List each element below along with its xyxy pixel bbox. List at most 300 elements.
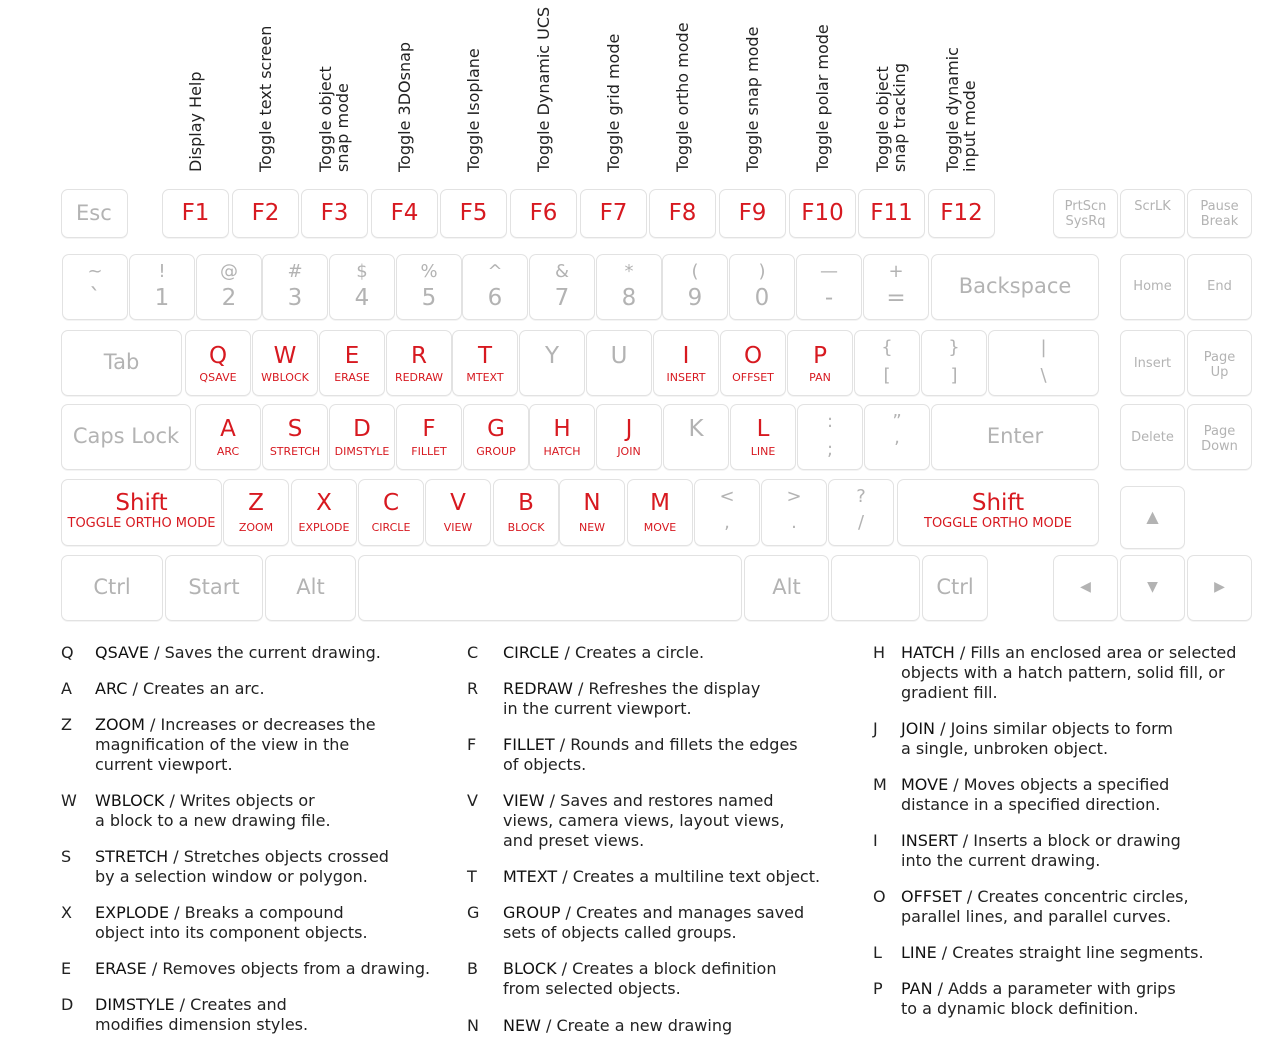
description-text [95, 679, 435, 699]
key-label-bottom: Down [1201, 439, 1238, 454]
key-command: BLOCK [507, 521, 545, 534]
description-command: REDRAW [503, 679, 573, 698]
description-key-letter: W [61, 791, 77, 810]
key-m [627, 479, 693, 546]
description-key-letter: V [467, 791, 478, 810]
key-label: Ctrl [936, 575, 974, 599]
key-num-- [796, 254, 862, 320]
key-delete [1120, 404, 1185, 470]
description-line: / Rounds and fillets the edges [554, 735, 798, 754]
key-f7 [580, 189, 647, 238]
description-text [901, 831, 1261, 871]
description-command: WBLOCK [95, 791, 165, 810]
key-char: 7 [554, 285, 570, 311]
key-f3 [301, 189, 368, 238]
key-prtscn [1053, 189, 1118, 238]
fkey-label-line: Toggle polar mode [812, 24, 832, 172]
key-label: F7 [599, 200, 628, 226]
description-line: sets of objects called groups. [503, 923, 737, 942]
description-command: CIRCLE [503, 643, 560, 662]
key-symbol: ~ [87, 261, 103, 282]
key-punct-2 [828, 479, 894, 546]
description-text [95, 791, 435, 831]
key-char: V [450, 490, 466, 516]
description-line: / Saves the current drawing. [149, 643, 381, 662]
key-num-1 [129, 254, 195, 320]
fkey-label-line: snap mode [333, 83, 352, 172]
key-symbol: $ [356, 261, 368, 282]
description-line: / Moves objects a specified [948, 775, 1170, 794]
key-char: X [316, 490, 332, 516]
key-insert [1120, 330, 1185, 396]
key-char: C [382, 490, 400, 516]
key-label: Ctrl [93, 575, 131, 599]
key-f2 [232, 189, 299, 238]
description-command: STRETCH [95, 847, 169, 866]
key-char: Z [248, 490, 264, 516]
key-c [358, 479, 424, 546]
key-symbol: ^ [487, 261, 503, 282]
key-n [559, 479, 625, 546]
fkey-label-f8 [674, 22, 691, 172]
description-key-letter: E [61, 959, 72, 978]
key-f6 [510, 189, 577, 238]
key-char: 1 [154, 285, 170, 311]
key-char: 0 [754, 285, 770, 311]
description-command: OFFSET [901, 887, 962, 906]
description-line: / Adds a parameter with grips [932, 979, 1176, 998]
description-line: current viewport. [95, 755, 233, 774]
description-key-letter: N [467, 1016, 479, 1035]
key-pageup [1187, 330, 1252, 396]
key-symbol: } [948, 337, 960, 358]
key-label: Tab [103, 350, 140, 374]
key-arrow-up [1120, 486, 1185, 549]
arrow-left-icon: ◀ [1080, 579, 1091, 595]
key-num-5 [396, 254, 462, 320]
key-shift-left [61, 479, 222, 546]
key-bracket-2 [988, 330, 1099, 396]
key-symbol: ! [158, 261, 166, 282]
key-label: F12 [940, 200, 983, 226]
key-i [653, 330, 719, 396]
key-label: F6 [529, 200, 558, 226]
key-arrow-down [1120, 555, 1185, 621]
key-punct-0 [694, 479, 760, 546]
key-arrow-left [1053, 555, 1118, 621]
description-text [95, 643, 435, 663]
fkey-label-f4 [396, 42, 413, 172]
key-command: MTEXT [466, 371, 504, 384]
description-command: INSERT [901, 831, 958, 850]
fkey-label-line: Toggle dynamic [943, 47, 962, 172]
key-label: F5 [459, 200, 488, 226]
key-char: . [791, 512, 797, 533]
key-char: 9 [687, 285, 703, 311]
description-line: / Creates and manages saved [560, 903, 805, 922]
key-char: U [610, 343, 628, 369]
fkey-label-f9 [744, 27, 761, 172]
description-command: MOVE [901, 775, 949, 794]
description-text [503, 903, 843, 943]
key-label: Alt [772, 575, 801, 599]
key-command: ARC [216, 445, 240, 458]
key-symbol: & [554, 261, 570, 282]
key-symbol: ( [691, 261, 699, 282]
key-char: , [894, 427, 900, 448]
key-char: / [857, 512, 865, 533]
description-command: BLOCK [503, 959, 557, 978]
fkey-label-f7 [605, 34, 622, 172]
description-line: / Refreshes the display [572, 679, 761, 698]
description-key-letter: C [467, 643, 479, 662]
key-start [165, 555, 263, 621]
description-line: object into its component objects. [95, 923, 368, 942]
description-text [503, 1016, 843, 1036]
key-char: B [518, 490, 534, 516]
fkey-label-f2 [257, 26, 274, 172]
key-bracket-1 [921, 330, 987, 396]
description-text [503, 959, 843, 999]
key-label: Shift [115, 490, 168, 516]
description-line: / Inserts a block or drawing [957, 831, 1181, 850]
key-char: O [743, 343, 763, 369]
key-b [493, 479, 559, 546]
key-num-= [863, 254, 929, 320]
description-line: from selected objects. [503, 979, 681, 998]
key-l [730, 404, 796, 470]
key-enter [931, 404, 1099, 470]
key-f11 [858, 189, 925, 238]
description-key-letter: X [61, 903, 72, 922]
description-line: a single, unbroken object. [901, 739, 1109, 758]
description-command: VIEW [503, 791, 545, 810]
key-command: MOVE [643, 521, 677, 534]
description-key-letter: Q [61, 643, 74, 662]
description-text [95, 715, 435, 775]
description-command: MTEXT [503, 867, 558, 886]
key-command: EXPLODE [298, 521, 350, 534]
description-text [503, 735, 843, 775]
key-label: Home [1133, 279, 1172, 294]
description-line: a block to a new drawing file. [95, 811, 331, 830]
key-label-top: Page [1203, 424, 1236, 439]
key-f1 [162, 189, 229, 238]
fkey-label-f11 [874, 63, 908, 172]
description-line: parallel lines, and parallel curves. [901, 907, 1172, 926]
description-command: NEW [503, 1016, 541, 1035]
key-s [262, 404, 328, 470]
description-line: gradient fill. [901, 683, 998, 702]
key-num-4 [329, 254, 395, 320]
key-label: Start [188, 575, 240, 599]
key-symbol: { [881, 337, 893, 358]
key-alt-right [744, 555, 829, 621]
key-pause [1187, 189, 1252, 238]
fkey-label-f6 [535, 7, 552, 172]
key-char: G [487, 416, 505, 442]
key-g [463, 404, 529, 470]
key-space [358, 555, 742, 621]
key-y [519, 330, 585, 396]
key-label: ScrLK [1134, 199, 1171, 214]
fkey-label-line: Toggle Isoplane [463, 48, 483, 172]
description-key-letter: L [873, 943, 882, 962]
description-command: JOIN [901, 719, 935, 738]
key-char: P [813, 343, 827, 369]
key-symbol: — [820, 261, 838, 282]
description-text [901, 719, 1261, 759]
key-char: - [824, 285, 834, 311]
description-line: by a selection window or polygon. [95, 867, 368, 886]
key-label: Esc [76, 201, 112, 225]
key-x [291, 479, 357, 546]
key-num-6 [462, 254, 528, 320]
key-command: CIRCLE [371, 521, 411, 534]
key-f9 [719, 189, 786, 238]
key-command: ZOOM [238, 521, 274, 534]
description-text [95, 903, 435, 943]
key-char: F [422, 416, 436, 442]
description-line: / Removes objects from a drawing. [146, 959, 431, 978]
key-label-bottom: Up [1210, 365, 1229, 380]
key-sub: TOGGLE ORTHO MODE [924, 516, 1072, 531]
key-a [195, 404, 261, 470]
description-text [95, 959, 435, 979]
key-char: Y [544, 343, 560, 369]
key-o [720, 330, 786, 396]
key-label: F9 [738, 200, 767, 226]
key-arrow-right [1187, 555, 1252, 621]
description-line: / Creates a circle. [559, 643, 705, 662]
key-symbol: > [786, 486, 802, 507]
key-symbol: # [287, 261, 303, 282]
description-key-letter: P [873, 979, 883, 998]
key-f4 [371, 189, 438, 238]
description-command: DIMSTYLE [95, 995, 175, 1014]
key-esc [61, 189, 128, 238]
description-line: objects with a hatch pattern, solid fill, or [901, 663, 1225, 682]
description-key-letter: G [467, 903, 480, 922]
key-char: 4 [354, 285, 370, 311]
key-f5 [440, 189, 507, 238]
description-line: in the current viewport. [503, 699, 692, 718]
key-command: VIEW [443, 521, 473, 534]
key-shift-right [897, 479, 1099, 546]
key-ctrl-left [61, 555, 163, 621]
key-v [425, 479, 491, 546]
description-text [901, 979, 1261, 1019]
key-p [787, 330, 853, 396]
description-line: and preset views. [503, 831, 645, 850]
key-char: A [220, 416, 236, 442]
key-char: ] [950, 365, 958, 386]
description-text [901, 643, 1261, 703]
description-text [901, 943, 1261, 963]
fkey-label-line: Toggle 3DOsnap [394, 41, 414, 172]
key-char: J [625, 416, 633, 442]
fkey-label-f5 [465, 48, 482, 172]
fkey-label-f12 [944, 47, 978, 172]
key-char: 2 [221, 285, 237, 311]
fkey-label-line: Toggle grid mode [603, 33, 623, 172]
description-line: / Increases or decreases the [144, 715, 376, 734]
fkey-label-line: Toggle text screen [255, 25, 275, 172]
key-char: ; [826, 439, 834, 460]
key-char: 5 [421, 285, 437, 311]
key-char: E [344, 343, 360, 369]
key-label: F11 [870, 200, 913, 226]
key-q [185, 330, 251, 396]
description-command: GROUP [503, 903, 561, 922]
description-line: / Saves and restores named [544, 791, 774, 810]
key-label-top: Page [1203, 350, 1236, 365]
key-command: INSERT [666, 371, 706, 384]
key-symbol: : [826, 411, 834, 432]
description-line: / Creates and [174, 995, 287, 1014]
key-command: DIMSTYLE [334, 445, 390, 458]
description-line: magnification of the view in the [95, 735, 350, 754]
key-char: [ [883, 365, 891, 386]
key-num-9 [662, 254, 728, 320]
key-alt-left [265, 555, 356, 621]
description-key-letter: A [61, 679, 72, 698]
arrow-right-icon: ▶ [1214, 579, 1225, 595]
key-char: S [287, 416, 303, 442]
description-command: ZOOM [95, 715, 145, 734]
key-command: STRETCH [269, 445, 321, 458]
key-h [529, 404, 595, 470]
key-sub: TOGGLE ORTHO MODE [67, 516, 216, 531]
key-k [663, 404, 729, 470]
key-label: F3 [320, 200, 349, 226]
key-j [596, 404, 662, 470]
key-command: OFFSET [732, 371, 774, 384]
key-bracket-0 [854, 330, 920, 396]
key-semicolon [797, 404, 863, 470]
key-backspace [931, 254, 1099, 320]
arrow-down-icon: ▼ [1147, 579, 1158, 595]
fkey-label-line: Toggle object [873, 66, 892, 172]
key-label: Alt [296, 575, 325, 599]
description-line: / Creates concentric circles, [961, 887, 1189, 906]
key-symbol: ) [758, 261, 766, 282]
key-command: WBLOCK [261, 371, 309, 384]
description-text [503, 679, 843, 719]
key-d [329, 404, 395, 470]
description-key-letter: O [873, 887, 886, 906]
description-text [503, 867, 843, 887]
key-f [396, 404, 462, 470]
description-line: / Creates an arc. [127, 679, 265, 698]
key-char: K [688, 416, 704, 442]
key-command: GROUP [476, 445, 516, 458]
key-symbol: ? [856, 486, 866, 507]
key-num-2 [196, 254, 262, 320]
description-line: / Breaks a compound [169, 903, 344, 922]
description-text [901, 775, 1261, 815]
key-command: PAN [809, 371, 831, 384]
fkey-label-line: Toggle ortho mode [672, 22, 692, 172]
key-num-` [62, 254, 128, 320]
description-key-letter: S [61, 847, 72, 866]
key-end [1187, 254, 1252, 320]
description-line: / Writes objects or [164, 791, 315, 810]
key-menu [831, 555, 920, 621]
key-pagedown [1187, 404, 1252, 470]
key-char: R [411, 343, 427, 369]
key-f10 [789, 189, 856, 238]
description-command: ARC [95, 679, 128, 698]
description-text [901, 887, 1261, 927]
key-label-bottom: Break [1200, 214, 1239, 229]
fkey-label-line: Toggle object [316, 66, 335, 172]
description-key-letter: B [467, 959, 478, 978]
key-label: F10 [801, 200, 844, 226]
key-symbol: % [420, 261, 438, 282]
key-char: ` [89, 285, 101, 311]
description-key-letter: F [467, 735, 477, 754]
key-label-top: Pause [1200, 199, 1239, 214]
description-key-letter: M [873, 775, 887, 794]
fkey-label-f1 [187, 71, 204, 172]
description-key-letter: T [467, 867, 477, 886]
key-command: JOIN [617, 445, 641, 458]
key-label: Backspace [958, 274, 1072, 298]
key-char: T [477, 343, 493, 369]
key-command: HATCH [543, 445, 581, 458]
key-label: Shift [971, 490, 1025, 516]
key-label: F4 [390, 200, 419, 226]
key-r [386, 330, 452, 396]
key-num-3 [262, 254, 328, 320]
key-symbol: < [719, 486, 735, 507]
key-tab [61, 330, 182, 396]
key-label: F8 [668, 200, 697, 226]
key-u [586, 330, 652, 396]
key-command: QSAVE [199, 371, 237, 384]
key-w [252, 330, 318, 396]
description-line: / Fills an enclosed area or selected [954, 643, 1237, 662]
key-label: End [1207, 279, 1232, 294]
key-label: Enter [986, 424, 1044, 448]
description-line: views, camera views, layout views, [503, 811, 785, 830]
key-f8 [649, 189, 716, 238]
description-text [503, 791, 843, 851]
description-command: QSAVE [95, 643, 150, 662]
key-char: M [650, 490, 670, 516]
key-num-0 [729, 254, 795, 320]
key-label: Insert [1133, 356, 1172, 371]
key-char: 6 [487, 285, 503, 311]
key-quote [864, 404, 930, 470]
key-char: I [682, 343, 690, 369]
fkey-label-line: input mode [960, 80, 979, 172]
key-label: Caps Lock [72, 424, 180, 448]
key-symbol: + [888, 261, 904, 282]
key-char: W [273, 343, 297, 369]
key-z [223, 479, 289, 546]
description-command: EXPLODE [95, 903, 170, 922]
fkey-label-line: Toggle Dynamic UCS [533, 6, 553, 172]
key-char: 8 [621, 285, 637, 311]
description-line: to a dynamic block definition. [901, 999, 1139, 1018]
description-command: ERASE [95, 959, 147, 978]
key-char: , [724, 512, 730, 533]
description-line: / Stretches objects crossed [168, 847, 389, 866]
description-line: / Create a new drawing [540, 1016, 733, 1035]
key-e [319, 330, 385, 396]
